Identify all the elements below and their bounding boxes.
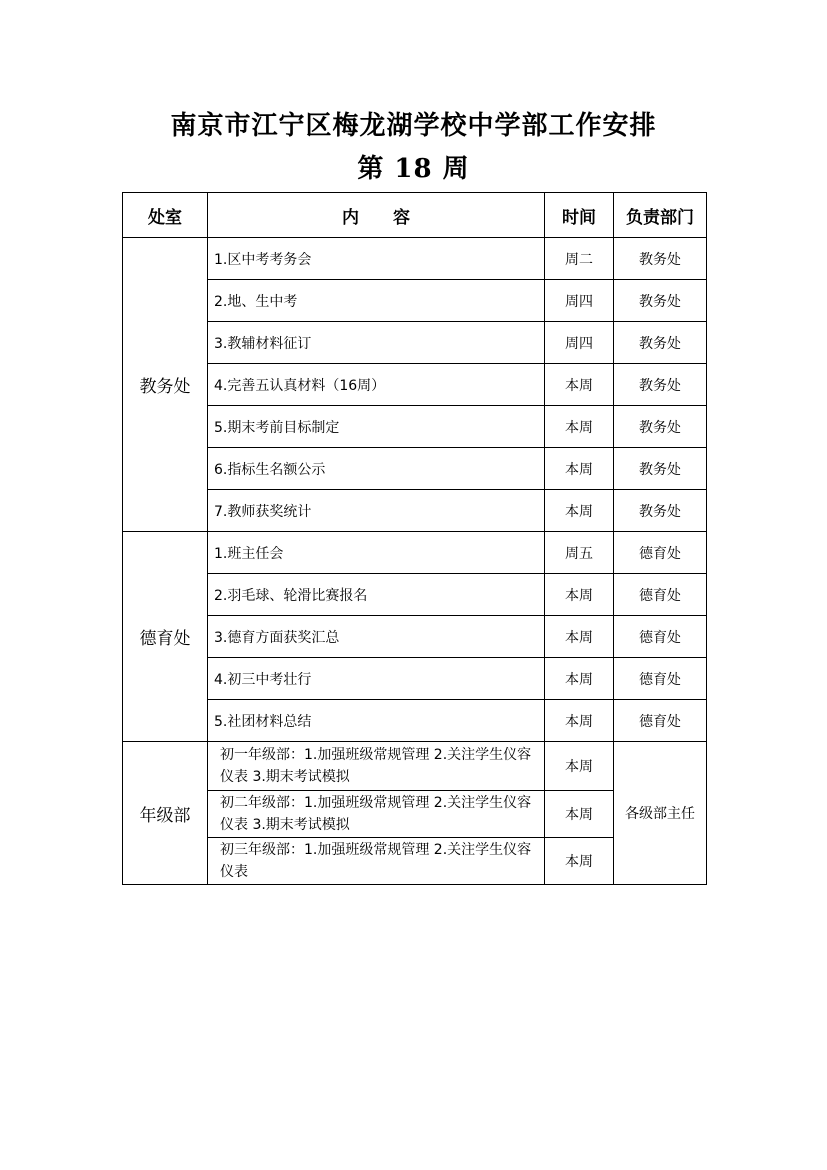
office-cell-grade: 年级部 (123, 742, 208, 885)
content-cell: 6.指标生名额公示 (208, 448, 545, 490)
time-cell: 本周 (545, 406, 614, 448)
dept-cell: 德育处 (614, 658, 707, 700)
table-row (123, 532, 707, 574)
schedule-table (122, 192, 707, 885)
header-dept: 负责部门 (614, 193, 707, 238)
content-cell: 1.区中考考务会 (208, 238, 545, 280)
table-row (123, 238, 707, 280)
office-cell-academic: 教务处 (123, 238, 208, 532)
table-row (123, 322, 707, 364)
header-office: 处室 (123, 193, 208, 238)
content-cell (208, 838, 545, 885)
content-text: 初二年级部：1.加强班级常规管理 2.关注学生仪容仪表 3.期末考试模拟 (220, 795, 532, 833)
week-title: 第 18 周 (357, 154, 470, 184)
table-row (123, 448, 707, 490)
content-cell (208, 791, 545, 838)
time-cell: 本周 (545, 448, 614, 490)
content-cell: 3.德育方面获奖汇总 (208, 616, 545, 658)
dept-cell: 德育处 (614, 700, 707, 742)
content-cell: 3.教辅材料征订 (208, 322, 545, 364)
dept-cell: 教务处 (614, 322, 707, 364)
time-cell: 本周 (545, 838, 614, 885)
table-row (123, 700, 707, 742)
header-time: 时间 (545, 193, 614, 238)
time-cell: 周二 (545, 238, 614, 280)
time-cell: 本周 (545, 574, 614, 616)
time-cell: 周四 (545, 280, 614, 322)
content-cell: 4.完善五认真材料（16周） (208, 364, 545, 406)
time-cell: 本周 (545, 490, 614, 532)
table-row (123, 364, 707, 406)
dept-cell: 教务处 (614, 448, 707, 490)
table-row (123, 280, 707, 322)
content-cell: 7.教师获奖统计 (208, 490, 545, 532)
time-cell: 本周 (545, 658, 614, 700)
table-row (123, 742, 707, 791)
content-text: 初三年级部：1.加强班级常规管理 2.关注学生仪容仪表 (220, 842, 532, 880)
content-cell: 4.初三中考壮行 (208, 658, 545, 700)
header-content: 内 容 (208, 193, 545, 238)
table-row (123, 574, 707, 616)
table-header-row (123, 193, 707, 238)
dept-cell: 教务处 (614, 238, 707, 280)
content-cell: 1.班主任会 (208, 532, 545, 574)
dept-cell-grade: 各级部主任 (614, 742, 707, 885)
dept-cell: 德育处 (614, 532, 707, 574)
table-row (123, 490, 707, 532)
content-cell (208, 742, 545, 791)
content-cell: 2.羽毛球、轮滑比赛报名 (208, 574, 545, 616)
table-row (123, 616, 707, 658)
content-text: 初一年级部：1.加强班级常规管理 2.关注学生仪容仪表 3.期末考试模拟 (220, 747, 532, 785)
time-cell: 本周 (545, 742, 614, 791)
office-cell-moral: 德育处 (123, 532, 208, 742)
dept-cell: 教务处 (614, 490, 707, 532)
content-cell: 5.社团材料总结 (208, 700, 545, 742)
content-cell: 2.地、生中考 (208, 280, 545, 322)
table-row (123, 406, 707, 448)
time-cell: 周四 (545, 322, 614, 364)
time-cell: 周五 (545, 532, 614, 574)
table-row (123, 658, 707, 700)
time-cell: 本周 (545, 791, 614, 838)
dept-cell: 德育处 (614, 574, 707, 616)
content-cell: 5.期末考前目标制定 (208, 406, 545, 448)
dept-cell: 教务处 (614, 364, 707, 406)
dept-cell: 教务处 (614, 280, 707, 322)
time-cell: 本周 (545, 700, 614, 742)
time-cell: 本周 (545, 364, 614, 406)
time-cell: 本周 (545, 616, 614, 658)
dept-cell: 德育处 (614, 616, 707, 658)
document-title: 南京市江宁区梅龙湖学校中学部工作安排 (170, 111, 657, 141)
dept-cell: 教务处 (614, 406, 707, 448)
